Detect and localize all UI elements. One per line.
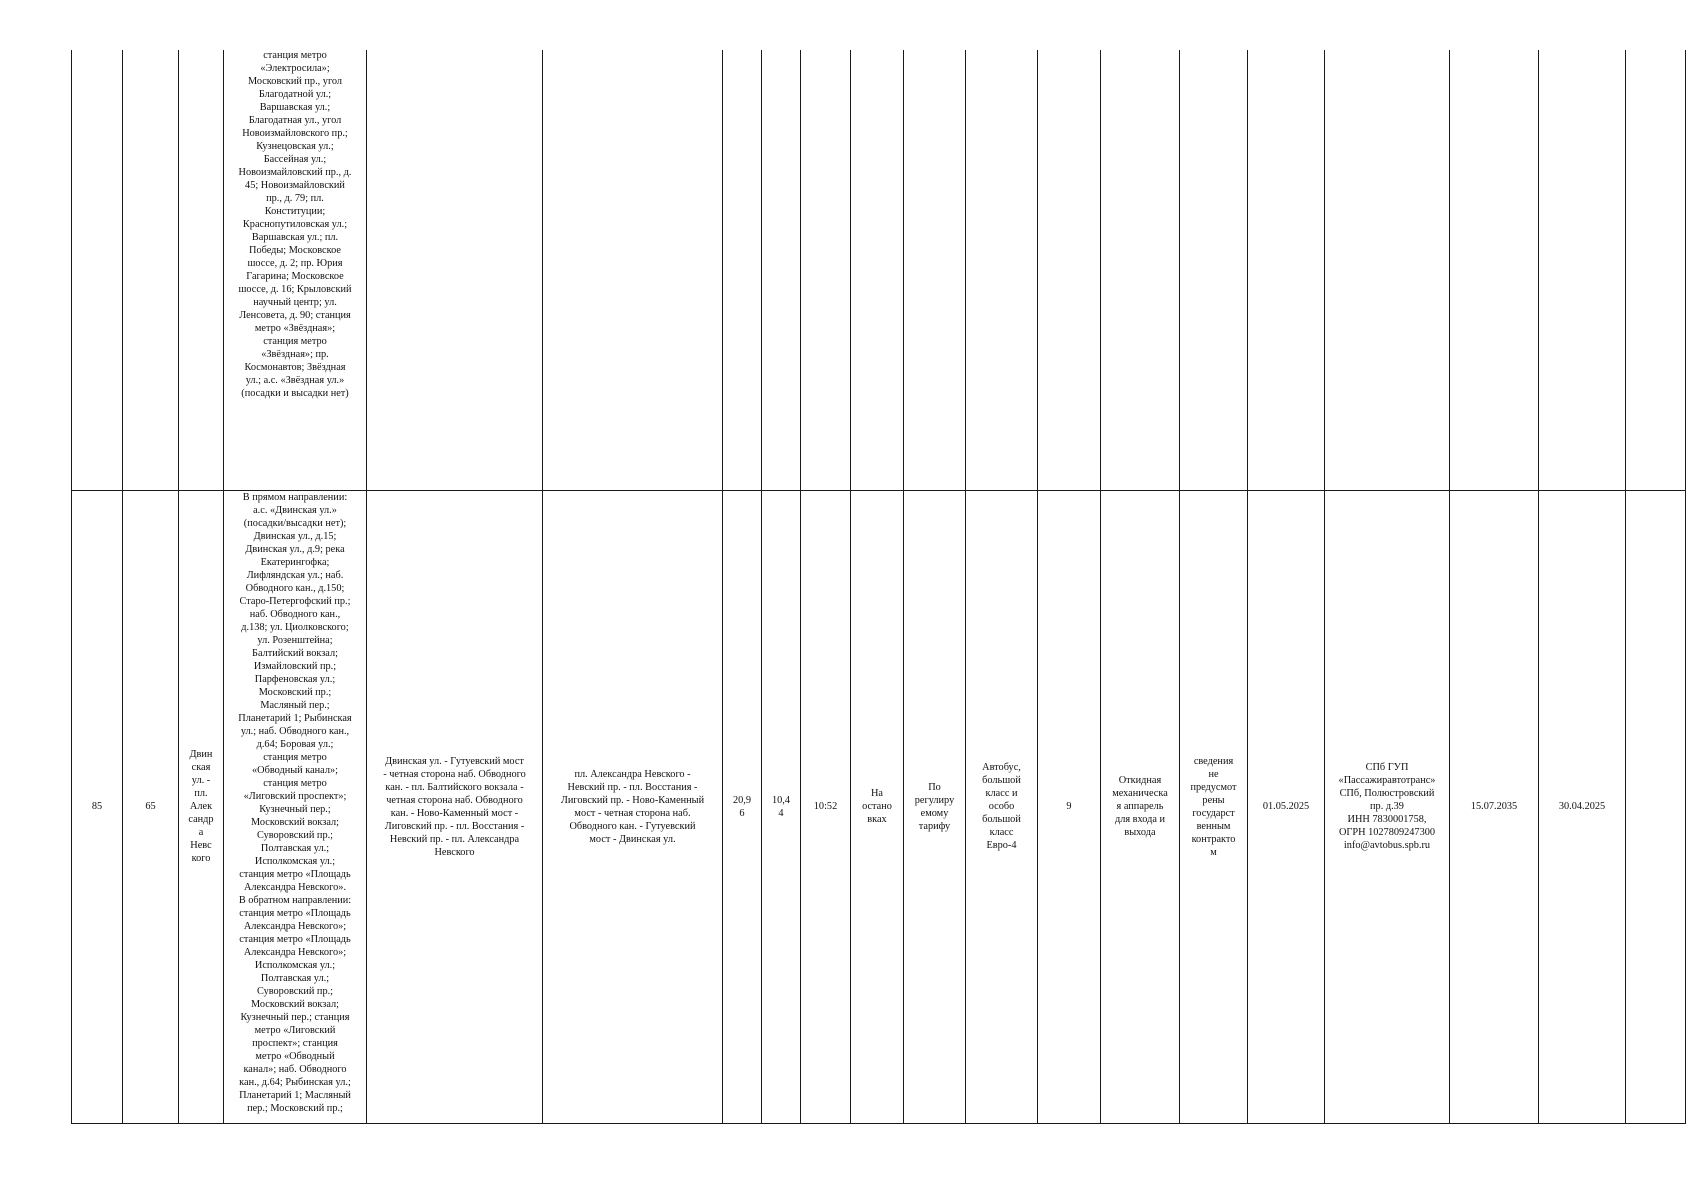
extra-cell (1626, 50, 1686, 490)
boarding-cell (851, 490, 904, 1123)
contract-cell (1180, 490, 1248, 1123)
table-row (72, 490, 1686, 1123)
interval-cell (801, 490, 851, 1123)
streets-back: пл. Александра Невского - Невский пр. - пл. Восстания - Лиговский пр. - Ново-Каменный мост - четная сторона наб. Обводного кан. - Гутуевский мост - Двинская ул. (560, 768, 705, 845)
change-date-cell (1539, 50, 1626, 490)
contract-info: сведения не предусмот рены государст венным контракто м (1190, 755, 1237, 858)
accessibility-cell (1101, 50, 1180, 490)
streets-back-cell (543, 50, 723, 490)
routes-table (71, 50, 1686, 1124)
contract-cell (1180, 50, 1248, 490)
registry-number: 65 (145, 801, 156, 812)
length-back-cell (762, 50, 801, 490)
streets-forward-cell (367, 490, 543, 1123)
length-forward-cell (723, 490, 762, 1123)
vehicle-cell (966, 50, 1038, 490)
vehicle: Автобус, большой класс и особо большой класс Евро-4 (982, 762, 1021, 851)
carrier-cell (1325, 490, 1450, 1123)
length-back: 10,4 4 (771, 794, 791, 819)
route-name: Двин ская ул. - пл. Алек сандр а Невс кого (188, 749, 214, 864)
interval: 10:52 (813, 801, 838, 812)
registry-number-cell (123, 490, 179, 1123)
stops-list: В прямом направлении: а.с. «Двинская ул.» (посадки/высадки нет); Двинская ул., д.15; Двинская ул., д.9; река Екатерингофка; Лифляндская ул.; наб. Обводного кан., д.150; Старо-Петергофский пр.; наб. Обводного кан., д.138; ул. Циолковского; ул. Розенштейна; Балтийский вокзал; Измайловский пр.; Парфеновская ул.; Московский пр.; Масляный пер.; Планетарий 1; Рыбинская ул.; наб. Обводного кан., д.64; Боровая ул.; станция метро «Обводный канал»; станция метро «Лиговский проспект»; Кузнечный пер.; Московский вокзал; Суворовский пр.; Полтавская ул.; Исполкомская ул.; станция метро «Площадь Александра Невского». В обратном направлении: станция метро «Площадь Александра Невского»; станция метро «Площадь Александра Невского»; Исполкомская ул.; Полтавская ул.; Суворовский пр.; Московский вокзал; Кузнечный пер.; станция метро «Лиговский проспект»; станция метро «Обводный канал»; наб. Обводного кан., д.64; Рыбинская ул.; Планетарий 1; Масляный пер.; Московский пр.; (238, 491, 352, 1114)
tariff-cell (904, 50, 966, 490)
document-sheet (71, 50, 1685, 1122)
tariff-cell (904, 490, 966, 1123)
accessibility: Откидная механическа я аппарель для входа и выхода (1112, 775, 1168, 838)
table-row (72, 50, 1686, 490)
interval-cell (801, 50, 851, 490)
tariff: По регулиру емому тарифу (914, 781, 955, 832)
vehicle-cell (966, 490, 1038, 1123)
route-number-cell (72, 490, 123, 1123)
carrier: СПб ГУП «Пассажиравтотранс» СПб, Полюстровский пр. д.39 ИНН 7830001758, ОГРН 1027809247300 info@avtobus.spb.ru (1338, 762, 1436, 851)
end-date: 15.07.2035 (1470, 801, 1518, 812)
end-date-cell (1450, 50, 1539, 490)
vehicle-count: 9 (1066, 801, 1072, 812)
route-name-cell (179, 50, 224, 490)
route-number: 85 (91, 801, 103, 812)
streets-back-cell (543, 490, 723, 1123)
stops-cell (224, 50, 367, 490)
carrier-cell (1325, 50, 1450, 490)
start-date-cell (1248, 490, 1325, 1123)
change-date: 30.04.2025 (1558, 801, 1606, 812)
length-forward: 20,9 6 (732, 794, 752, 819)
streets-forward-cell (367, 50, 543, 490)
vehicle-count-cell (1038, 490, 1101, 1123)
change-date-cell (1539, 490, 1626, 1123)
vehicle-count-cell (1038, 50, 1101, 490)
stops-cell (224, 490, 367, 1123)
registry-number-cell (123, 50, 179, 490)
extra-cell (1626, 490, 1686, 1123)
start-date-cell (1248, 50, 1325, 490)
start-date: 01.05.2025 (1262, 801, 1310, 812)
length-forward-cell (723, 50, 762, 490)
boarding: На остано вках (862, 788, 892, 825)
route-name-cell (179, 490, 224, 1123)
end-date-cell (1450, 490, 1539, 1123)
stops-list: станция метро «Электросила»; Московский пр., угол Благодатной ул.; Варшавская ул.; Благодатная ул., угол Новоизмайловского пр.; Кузнецовская ул.; Бассейная ул.; Новоизмайловский пр., д. 45; Новоизмайловский пр., д. 79; пл. Конституции; Краснопутиловская ул.; Варшавская ул.; пл. Победы; Московское шоссе, д. 2; пр. Юрия Гагарина; Московское шоссе, д. 16; Крыловский научный центр; ул. Ленсовета, д. 90; станция метро «Звёздная»; станция метро «Звёздная»; пр. Космонавтов; Звёздная ул.; а.с. «Звёздная ул.» (посадки и высадки нет) (238, 50, 352, 400)
boarding-cell (851, 50, 904, 490)
accessibility-cell (1101, 490, 1180, 1123)
route-number-cell (72, 50, 123, 490)
length-back-cell (762, 490, 801, 1123)
streets-forward: Двинская ул. - Гутуевский мост - четная сторона наб. Обводного кан. - пл. Балтийского вокзала - четная сторона наб. Обводного кан. - Ново-Каменный мост - Лиговский пр. - пл. Восстания - Невский пр. - пл. Александра Невского (383, 755, 526, 858)
